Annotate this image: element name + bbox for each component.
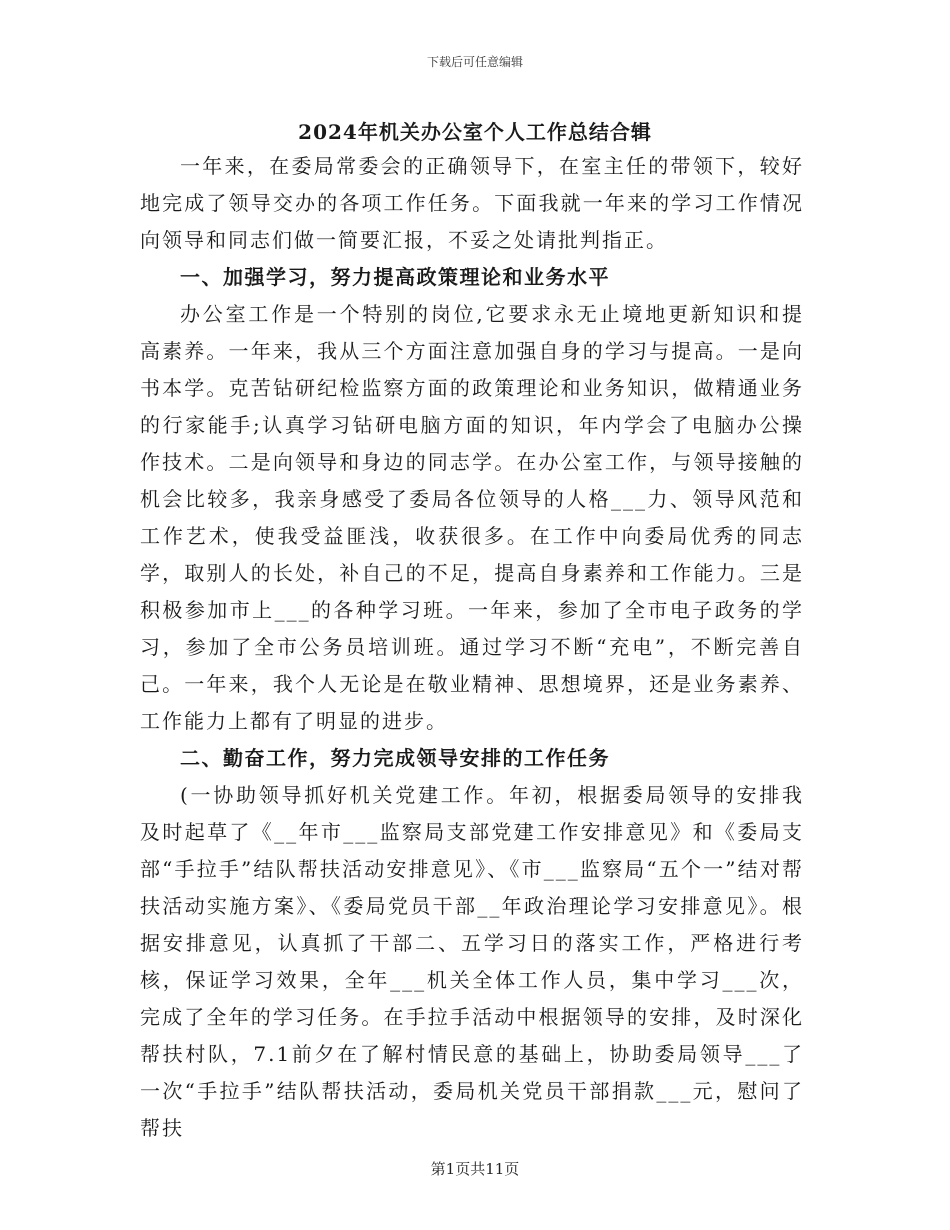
section-1-paragraph: 办公室工作是一个特别的岗位,它要求永无止境地更新知识和提高素养。一年来，我从三个方面注意加强自身的学习与提高。一是向书本学。克苦钻研纪检监察方面的政策理论和业务知识，做精通业务的行家能手;认真学习钻研电脑方面的知识，年内学会了电脑办公操作技术。二是向领导和身边的同志学。在办公室工作，与领导接触的机会比较多，我亲身感受了委局各位领导的人格___力、领导风范和工作艺术，使我受益匪浅，收获很多。在工作中向委局优秀的同志学，取别人的长处，补自己的不足，提高自身素养和工作能力。三是积极参加市上___的各种学习班。一年来，参加了全市电子政务的学习，参加了全市公务员培训班。通过学习不断“充电”，不断完善自己。一年来，我个人无论是在敬业精神、思想境界，还是业务素养、工作能力上都有了明显的进步。: [140, 302, 804, 733]
header-note: 下载后可任意编辑: [426, 55, 523, 69]
document-body: [140, 148, 804, 1147]
page-number-footer: 第1页共11页: [430, 1160, 520, 1178]
document-title: 2024年机关办公室个人工作总结合辑: [298, 120, 652, 144]
intro-paragraph: 一年来，在委局常委会的正确领导下，在室主任的带领下，较好地完成了领导交办的各项工作任务。下面我就一年来的学习工作情况向领导和同志们做一简要汇报，不妥之处请批判指正。: [140, 154, 804, 252]
section-2-paragraph: (一协助领导抓好机关党建工作。年初，根据委局领导的安排我及时起草了《__年市___监察局支部党建工作安排意见》和《委局支部“手拉手”结队帮扶活动安排意见》、《市___监察局“五个一”结对帮扶活动实施方案》、《委局党员干部__年政治理论学习安排意见》。根据安排意见，认真抓了干部二、五学习日的落实工作，严格进行考核，保证学习效果，全年___机关全体工作人员，集中学习___次，完成了全年的学习任务。在手拉手活动中根据领导的安排，及时深化帮扶村队，7.1前夕在了解村情民意的基础上，协助委局领导___了一次“手拉手”结队帮扶活动，委局机关党员干部捐款___元，慰问了帮扶: [140, 783, 804, 1140]
section-heading-1: 一、加强学习，努力提高政策理论和业务水平: [180, 265, 610, 289]
section-heading-2: 二、勤奋工作，努力完成领导安排的工作任务: [180, 746, 610, 770]
